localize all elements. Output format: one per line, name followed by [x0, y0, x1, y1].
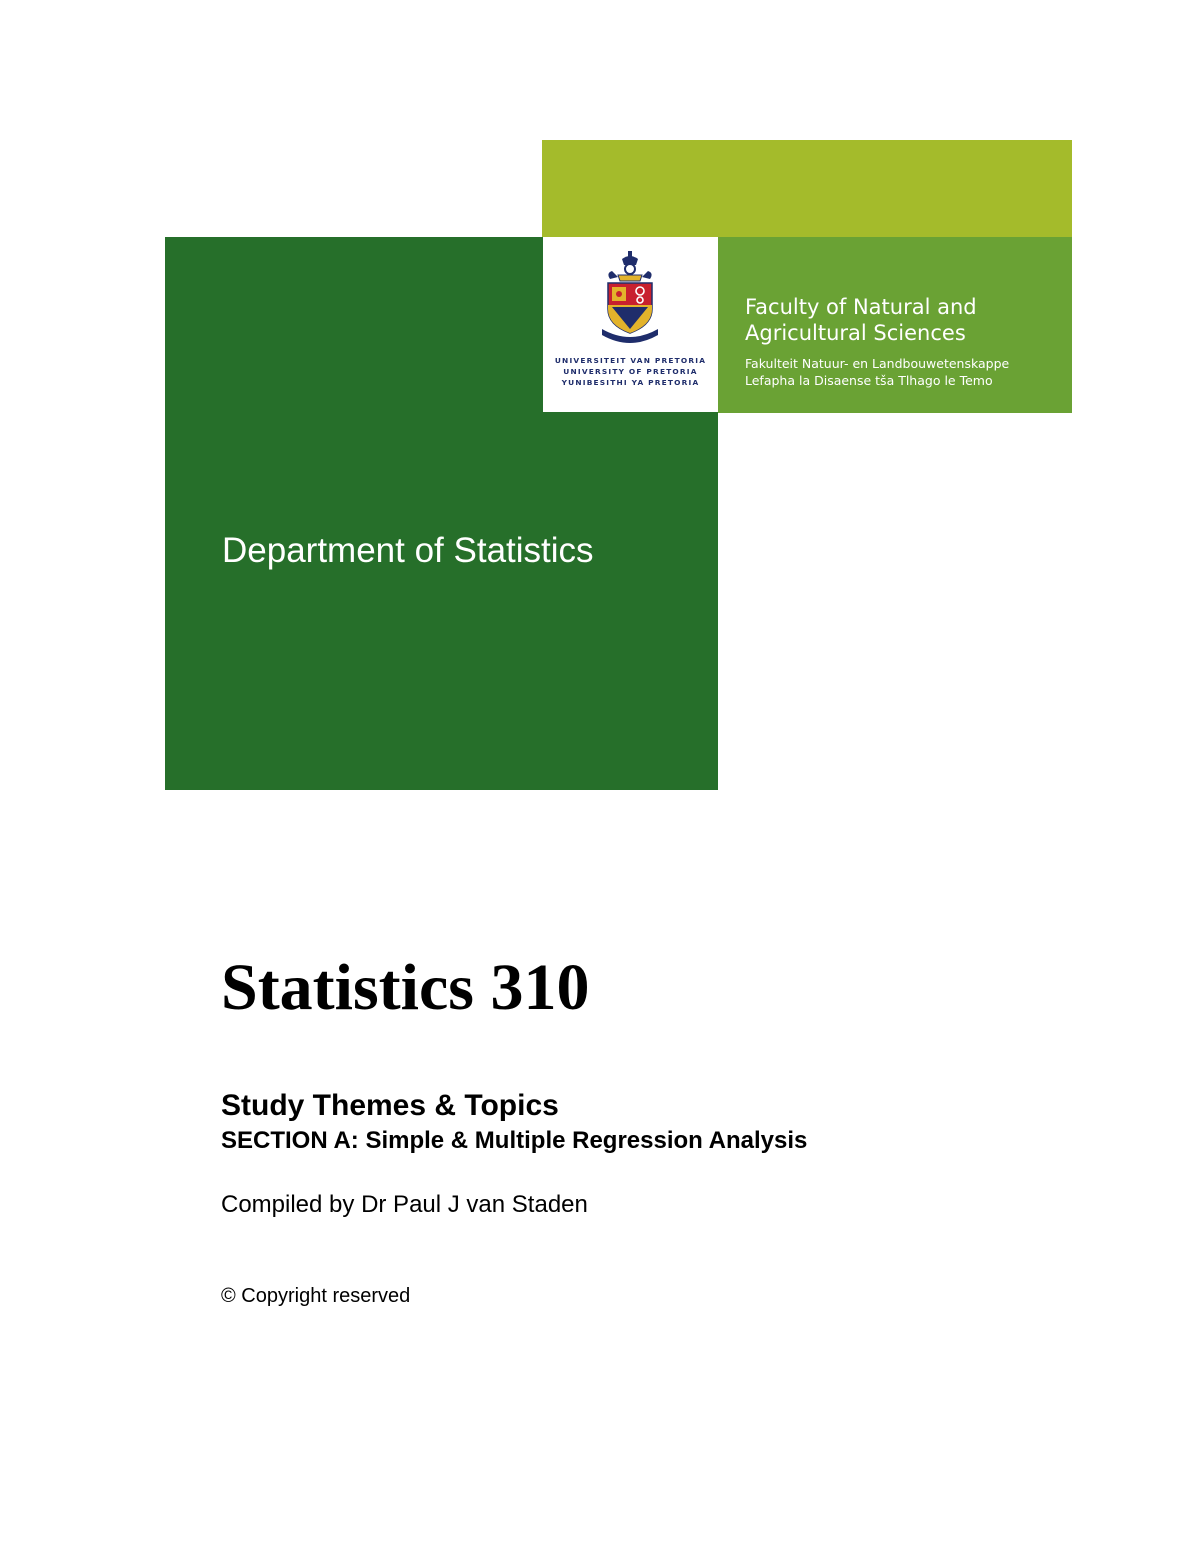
- faculty-title-line1: Faculty of Natural and: [745, 295, 977, 319]
- faculty-banner: [718, 237, 1072, 413]
- university-name-sepedi: YUNIBESITHI YA PRETORIA: [561, 378, 700, 387]
- university-crest-icon: [598, 249, 662, 345]
- faculty-name-sepedi: Lefapha la Disaense tša Tlhago le Temo: [745, 373, 993, 388]
- copyright-notice: © Copyright reserved: [221, 1285, 411, 1307]
- faculty-name-afrikaans: Fakulteit Natuur- en Landbouwetenskappe: [745, 356, 1010, 371]
- faculty-title: [745, 294, 977, 346]
- section-title: SECTION A: Simple & Multiple Regression Analysis: [221, 1127, 808, 1154]
- faculty-title-line2: Agricultural Sciences: [745, 321, 966, 345]
- faculty-translations: [745, 355, 1009, 389]
- university-name-english: UNIVERSITY OF PRETORIA: [563, 367, 698, 376]
- compiled-by: Compiled by Dr Paul J van Staden: [221, 1191, 588, 1218]
- university-names: [543, 355, 718, 388]
- lime-banner: [542, 140, 1072, 237]
- university-name-afrikaans: UNIVERSITEIT VAN PRETORIA: [554, 356, 707, 365]
- department-title: Department of Statistics: [222, 531, 594, 570]
- course-subtitle: Study Themes & Topics: [221, 1089, 559, 1122]
- course-title: Statistics 310: [221, 951, 590, 1024]
- university-logo: [543, 237, 718, 412]
